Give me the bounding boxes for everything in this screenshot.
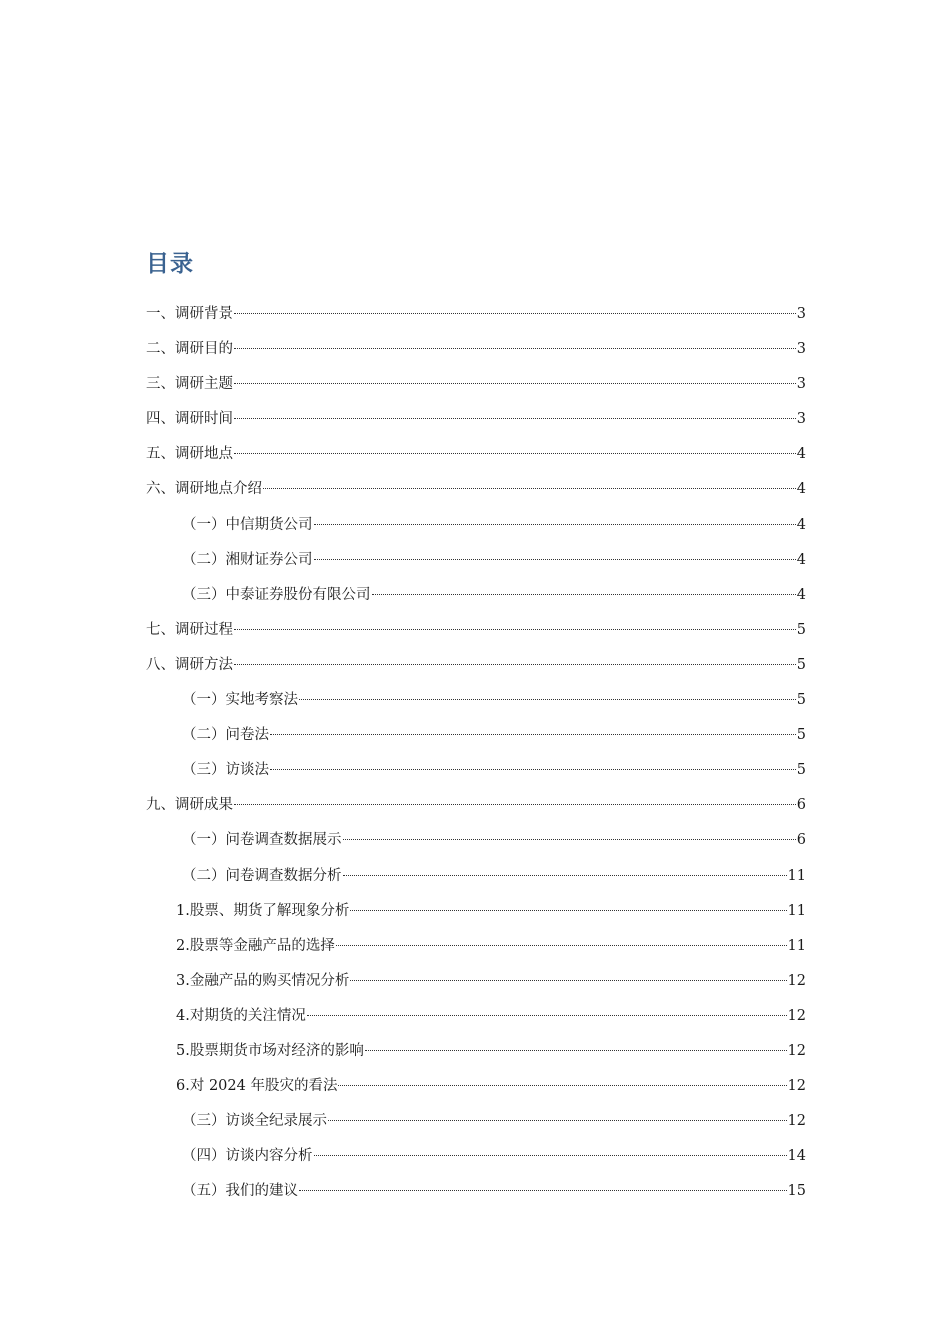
toc-page-number: 3 [796,341,806,358]
toc-page-number: 12 [787,1042,806,1059]
toc-entry[interactable] [146,823,806,858]
toc-entry[interactable] [146,964,806,999]
toc-entry-text: 3.金融产品的购买情况分析 [176,972,350,989]
toc-entry[interactable] [146,613,806,648]
toc-page-number: 11 [787,902,806,919]
toc-entry-text: （二）问卷调查数据分析 [182,867,342,884]
toc-entry[interactable] [146,543,806,578]
toc-entry-text: （三）访谈全纪录展示 [182,1113,327,1130]
toc-entry-text: （三）访谈法 [182,762,269,779]
toc-dot-leader [314,1155,787,1156]
toc-entry-text: 4.对期货的关注情况 [176,1007,306,1024]
toc-entry[interactable] [146,332,806,367]
toc-dot-leader [343,839,796,840]
toc-entry[interactable] [146,472,806,507]
toc-page-number: 4 [796,516,806,533]
toc-entry-text: 八、调研方法 [146,656,233,673]
toc-dot-leader [263,488,796,489]
toc-dot-leader [234,664,796,665]
toc-dot-leader [299,1190,787,1191]
toc-page-number: 3 [796,411,806,428]
toc-dot-leader [336,945,787,946]
toc-page-number: 12 [787,1113,806,1130]
toc-dot-leader [270,734,796,735]
toc-page-number: 3 [796,306,806,322]
toc-page-number: 14 [787,1148,806,1165]
toc-entry-text: 九、调研成果 [146,797,233,814]
toc-dot-leader [314,559,796,560]
toc-entry[interactable] [146,894,806,929]
toc-page-number: 4 [796,446,806,463]
toc-entry[interactable] [146,788,806,823]
toc-entry[interactable] [146,753,806,788]
toc-entry-text: （一）问卷调查数据展示 [182,832,342,849]
toc-dot-leader [343,875,787,876]
toc-dot-leader [234,453,796,454]
toc-dot-leader [350,980,786,981]
toc-dot-leader [299,699,796,700]
toc-dot-leader [234,804,796,805]
toc-entry-text: 三、调研主题 [146,376,233,393]
toc-entry[interactable] [146,508,806,543]
toc-entry-text: 二、调研目的 [146,341,233,358]
toc-dot-leader [314,524,796,525]
toc-list [146,297,806,1209]
toc-page-number: 5 [796,762,806,779]
toc-entry-text: （二）湘财证券公司 [182,551,313,568]
toc-dot-leader [234,629,796,630]
toc-entry-text: （四）访谈内容分析 [182,1148,313,1165]
toc-title: 目录 [146,251,194,277]
toc-page-number: 6 [796,832,806,849]
toc-entry[interactable] [146,402,806,437]
toc-page-number: 4 [796,586,806,603]
toc-page-number: 15 [787,1183,806,1200]
toc-page-number: 3 [796,376,806,393]
toc-entry-text: （三）中泰证券股份有限公司 [182,586,371,603]
toc-entry-text: 四、调研时间 [146,411,233,428]
toc-entry[interactable] [146,1174,806,1209]
toc-dot-leader [234,348,796,349]
toc-entry[interactable] [146,648,806,683]
toc-dot-leader [234,383,796,384]
toc-entry-text: 七、调研过程 [146,621,233,638]
toc-entry[interactable] [146,683,806,718]
toc-entry[interactable] [146,999,806,1034]
toc-page-number: 5 [796,656,806,673]
toc-dot-leader [365,1050,787,1051]
toc-entry[interactable] [146,1034,806,1069]
toc-entry[interactable] [146,297,806,332]
toc-entry[interactable] [146,367,806,402]
toc-page-number: 11 [787,937,806,954]
toc-page-number: 4 [796,551,806,568]
toc-entry-text: 1.股票、期货了解现象分析 [176,902,350,919]
toc-page-number: 11 [787,867,806,884]
toc-entry[interactable] [146,1139,806,1174]
toc-dot-leader [350,910,786,911]
toc-page-number: 6 [796,797,806,814]
toc-dot-leader [372,594,796,595]
toc-entry[interactable] [146,929,806,964]
toc-entry-text: 5.股票期货市场对经济的影响 [176,1042,364,1059]
toc-dot-leader [270,769,796,770]
toc-page-number: 12 [787,972,806,989]
toc-page-number: 12 [787,1007,806,1024]
toc-entry-text: （一）中信期货公司 [182,516,313,533]
toc-page-number: 12 [787,1078,806,1095]
toc-dot-leader [234,418,796,419]
toc-entry[interactable] [146,437,806,472]
toc-page-number: 5 [796,692,806,709]
toc-page-number: 5 [796,727,806,744]
toc-entry-text: （五）我们的建议 [182,1183,298,1200]
toc-dot-leader [307,1015,787,1016]
toc-page-number: 4 [796,481,806,498]
toc-entry-text: 六、调研地点介绍 [146,481,262,498]
toc-dot-leader [234,313,796,314]
toc-entry[interactable] [146,718,806,753]
toc-entry[interactable] [146,578,806,613]
toc-entry[interactable] [146,1104,806,1139]
toc-entry-text: 2.股票等金融产品的选择 [176,937,335,954]
toc-entry-text: （二）问卷法 [182,727,269,744]
toc-entry-text: 五、调研地点 [146,446,233,463]
toc-entry-text: （一）实地考察法 [182,692,298,709]
toc-page-number: 5 [796,621,806,638]
toc-entry-text: 6.对 2024 年股灾的看法 [176,1078,338,1095]
toc-dot-leader [338,1085,786,1086]
toc-entry[interactable] [146,1069,806,1104]
toc-entry[interactable] [146,859,806,894]
toc-entry-text: 一、调研背景 [146,306,233,322]
toc-dot-leader [328,1120,787,1121]
